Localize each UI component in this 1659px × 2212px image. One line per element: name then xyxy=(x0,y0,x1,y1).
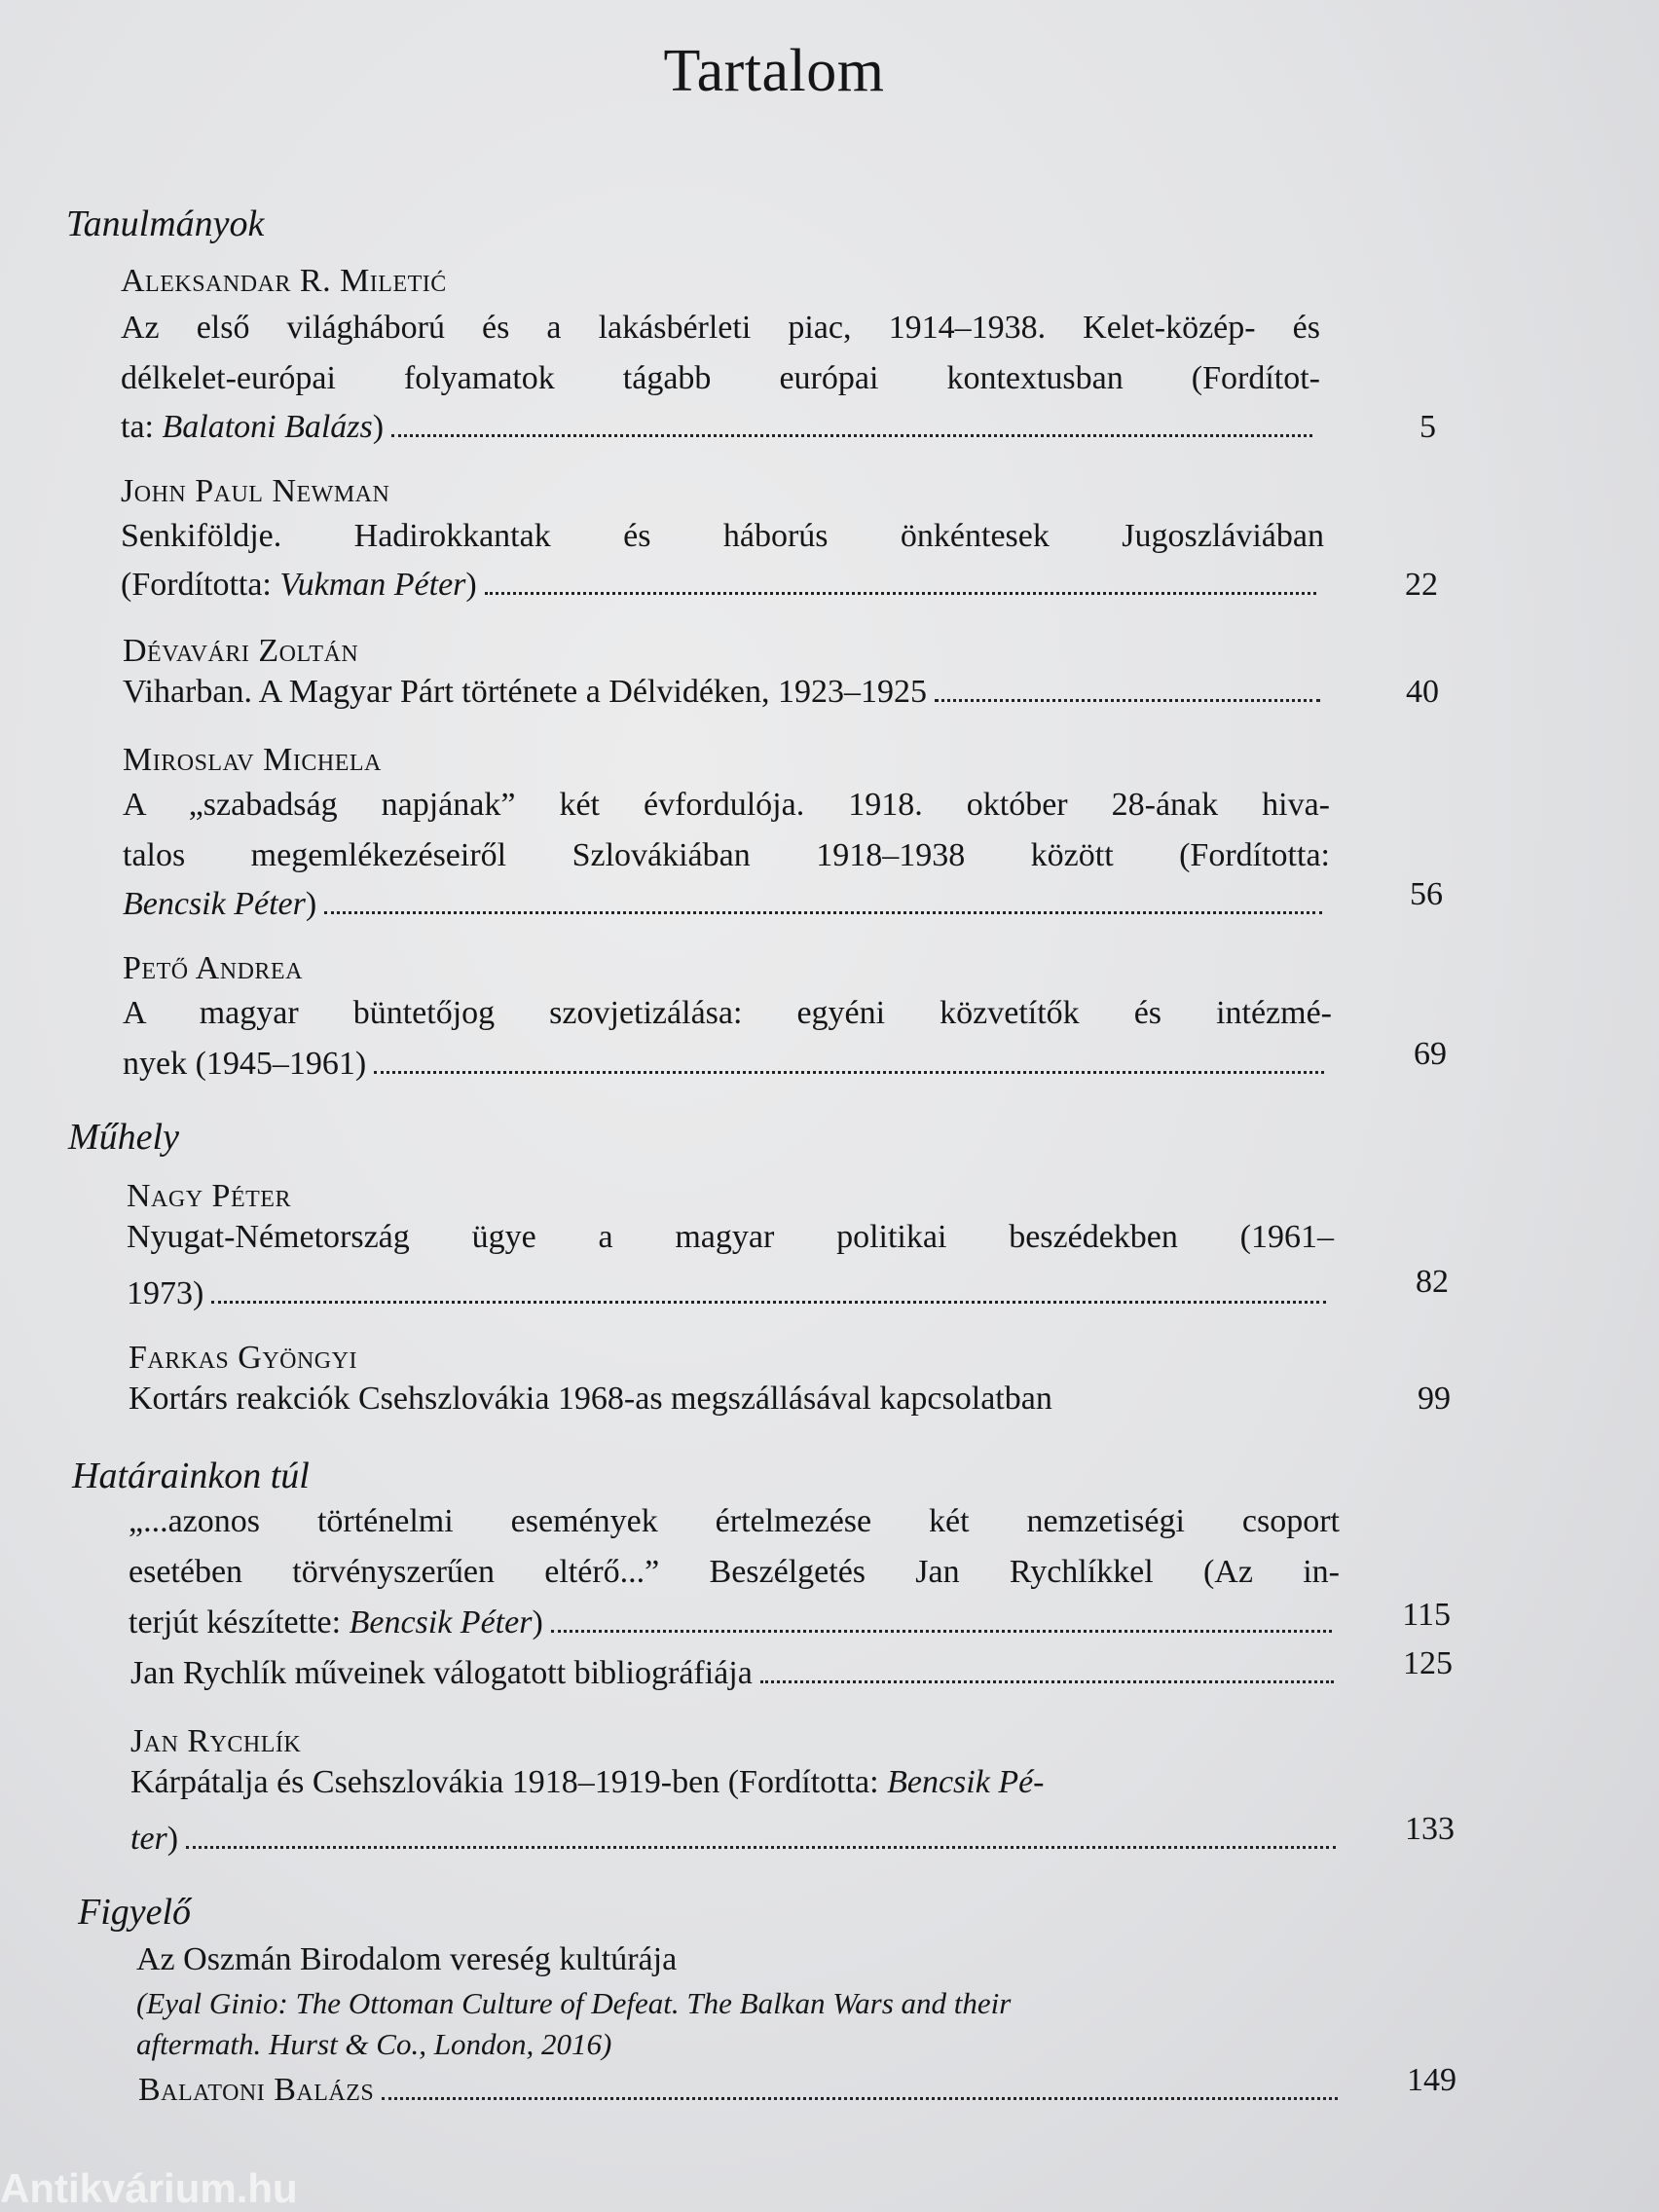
entry-title-leader-line xyxy=(121,409,1320,446)
entry-author: Miroslav Michela xyxy=(123,742,382,778)
dot-leader xyxy=(211,1301,1326,1304)
dot-leader xyxy=(186,1846,1336,1849)
entry-title-leader-line xyxy=(127,1275,1334,1312)
entry-title-line: Az Oszmán Birodalom vereség kultúrája xyxy=(136,1941,678,1977)
entry-author: Balatoni Balázs xyxy=(138,2072,375,2108)
entry-title-line: Senkiföldje. Hadirokkantak és háborús önkéntesek Jugoszláviában xyxy=(121,518,1324,554)
page-number: 125 xyxy=(1403,1645,1453,1681)
entry-title-line: Kortárs reakciók Csehszlovákia 1968-as megszállásával kapcsolatban xyxy=(129,1381,1052,1417)
entry-review-line: (Eyal Ginio: The Ottoman Culture of Defeat. The Balkan Wars and their xyxy=(136,1986,1012,2020)
page-number: 115 xyxy=(1402,1597,1451,1633)
entry-title-leader-line xyxy=(123,674,1328,711)
page-title: Tartalom xyxy=(663,38,885,104)
entry-author-leader-line xyxy=(138,2072,1346,2109)
entry-title-leader-line xyxy=(123,1046,1332,1083)
entry-title-line: talos megemlékezéseiről Szlovákiában 1918–1938 között (Fordította: xyxy=(123,837,1330,873)
entry-author: Dévavári Zoltán xyxy=(123,633,359,669)
entry-title-leader-line xyxy=(121,567,1324,604)
entry-author: Pető Andrea xyxy=(123,950,303,986)
entry-title-line: délkelet-európai folyamatok tágabb európai kontextusban (Fordítot- xyxy=(121,360,1320,396)
entry-title-text: Bencsik Péter) xyxy=(123,886,317,922)
page-number: 99 xyxy=(1418,1381,1451,1417)
entry-title-text: 1973) xyxy=(127,1275,204,1311)
page-number: 22 xyxy=(1405,567,1438,603)
page-number: 82 xyxy=(1416,1264,1449,1300)
dot-leader xyxy=(551,1630,1332,1633)
entry-title-text: nyek (1945–1961) xyxy=(123,1046,367,1082)
entry-title-text: ter) xyxy=(130,1821,179,1857)
entry-title-text: (Fordította: Vukman Péter) xyxy=(121,567,477,603)
entry-title-line: esetében törvényszerűen eltérő...” Beszélgetés Jan Rychlíkkel (Az in- xyxy=(129,1554,1340,1590)
entry-title-leader-line xyxy=(130,1655,1342,1692)
entry-author: Nagy Péter xyxy=(127,1178,291,1214)
dot-leader xyxy=(374,1071,1324,1074)
dot-leader xyxy=(324,911,1322,914)
page-number: 40 xyxy=(1406,674,1439,710)
entry-title-line: A „szabadság napjának” két évfordulója. 1918. október 28-ának hiva- xyxy=(123,787,1330,823)
page-number: 69 xyxy=(1414,1036,1447,1072)
entry-title-line: Az első világháború és a lakásbérleti piac, 1914–1938. Kelet-közép- és xyxy=(121,310,1320,346)
entry-title-leader-line xyxy=(129,1604,1340,1641)
dot-leader xyxy=(391,434,1312,437)
entry-author: Aleksandar R. Miletić xyxy=(121,263,447,299)
dot-leader xyxy=(382,2097,1338,2100)
entry-title-text: terjút készítette: Bencsik Péter) xyxy=(129,1604,543,1641)
entry-title-line: Nyugat-Németország ügye a magyar politikai beszédekben (1961– xyxy=(127,1219,1334,1255)
entry-title-line: A magyar büntetőjog szovjetizálása: egyéni közvetítők és intézmé- xyxy=(123,995,1332,1031)
dot-leader xyxy=(760,1680,1334,1683)
entry-title-text: Jan Rychlík műveinek válogatott bibliográfiája xyxy=(130,1655,753,1691)
entry-title-leader-line xyxy=(123,886,1330,923)
entry-title-text: Kárpátalja és Csehszlovákia 1918–1919-ben (Fordította: Bencsik Pé- xyxy=(130,1764,1045,1800)
page-number: 56 xyxy=(1410,876,1443,912)
entry-author: Jan Rychlík xyxy=(130,1723,302,1759)
page-number: 149 xyxy=(1407,2062,1456,2098)
entry-title-text: Viharban. A Magyar Párt története a Délvidéken, 1923–1925 xyxy=(123,674,928,710)
page-number: 133 xyxy=(1405,1811,1455,1847)
section-heading-figyelo: Figyelő xyxy=(78,1892,192,1933)
dot-leader xyxy=(935,699,1320,702)
entry-title-line xyxy=(130,1764,1344,1801)
section-heading-tanulmanyok: Tanulmányok xyxy=(66,203,265,244)
entry-author: John Paul Newman xyxy=(121,473,390,509)
section-heading-muhely: Műhely xyxy=(68,1117,179,1158)
entry-author: Farkas Gyöngyi xyxy=(129,1340,357,1376)
section-heading-hatarainkon-tul: Határainkon túl xyxy=(72,1456,310,1496)
page-number: 5 xyxy=(1419,409,1436,445)
entry-title-text: ta: Balatoni Balázs) xyxy=(121,409,385,445)
entry-title-line: „...azonos történelmi események értelmezése két nemzetiségi csoport xyxy=(129,1503,1340,1539)
dot-leader xyxy=(485,592,1316,595)
entry-review-line: aftermath. Hurst & Co., London, 2016) xyxy=(136,2027,612,2061)
entry-title-leader-line xyxy=(130,1821,1344,1858)
watermark: Antikvárium.hu xyxy=(0,2165,298,2211)
